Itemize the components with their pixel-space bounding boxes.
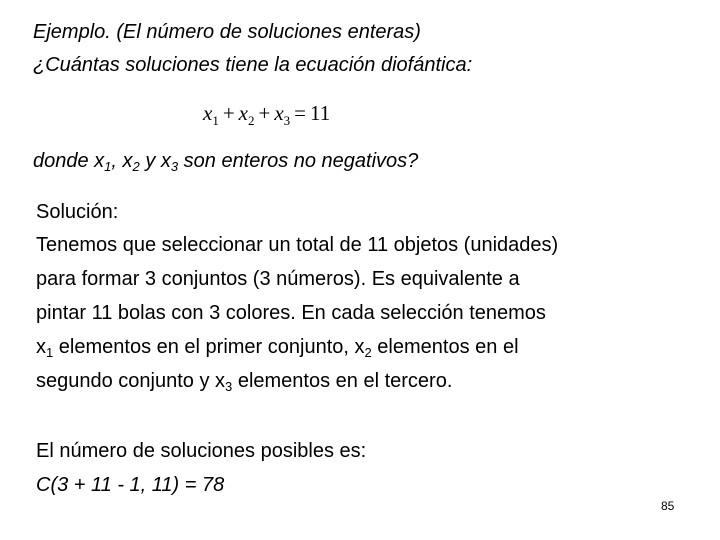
equation-sub-3: 3 (283, 113, 291, 128)
line5-end: elementos en el tercero. (232, 370, 453, 392)
condition-suffix: son enteros no negativos? (178, 150, 419, 172)
solution-label: Solución: (36, 201, 119, 223)
equation-equals: = (294, 101, 307, 125)
condition-sep-2: y x (139, 150, 171, 172)
condition-prefix: donde x (33, 150, 105, 172)
condition-sep-1: , x (111, 150, 133, 172)
solution-line-4 (36, 336, 519, 359)
equation-plus-1: + (222, 101, 235, 125)
page-number: 85 (661, 499, 675, 513)
line4-mid: elementos en el primer conjunto, x (53, 336, 365, 358)
equation-var-x2: x (238, 101, 248, 125)
condition-sub-2: 2 (132, 159, 140, 174)
line5-sub-3: 3 (225, 379, 233, 394)
line4-sub-1: 1 (46, 345, 54, 360)
equation-var-x1: x (203, 101, 213, 125)
solution-line-3: pintar 11 bolas con 3 colores. En cada selección tenemos (36, 302, 546, 324)
condition-sub-3: 3 (170, 159, 179, 174)
line4-x: x (36, 336, 46, 358)
equation-sub-1: 1 (212, 113, 219, 128)
condition-sub-1: 1 (104, 159, 112, 174)
result-label: El número de soluciones posibles es: (36, 440, 367, 462)
line5-start: segundo conjunto y x (36, 370, 226, 392)
equation-rhs: 11 (310, 101, 331, 125)
equation-var-x3: x (274, 101, 284, 125)
example-title: Ejemplo. (El número de soluciones enteras) (33, 21, 421, 43)
equation-plus-2: + (258, 101, 271, 125)
diophantine-equation (203, 101, 330, 126)
solution-line-2: para formar 3 conjuntos (3 números). Es equivalente a (36, 268, 520, 290)
line4-end: elementos en el (371, 336, 519, 358)
example-question: ¿Cuántas soluciones tiene la ecuación diofántica: (33, 54, 473, 76)
line4-sub-2: 2 (364, 345, 372, 360)
equation-sub-2: 2 (248, 113, 255, 128)
solution-line-5 (36, 370, 452, 393)
variables-condition (33, 150, 418, 173)
solution-line-1: Tenemos que seleccionar un total de 11 objetos (unidades) (36, 234, 559, 256)
result-formula: C(3 + 11 - 1, 11) = 78 (36, 474, 225, 496)
